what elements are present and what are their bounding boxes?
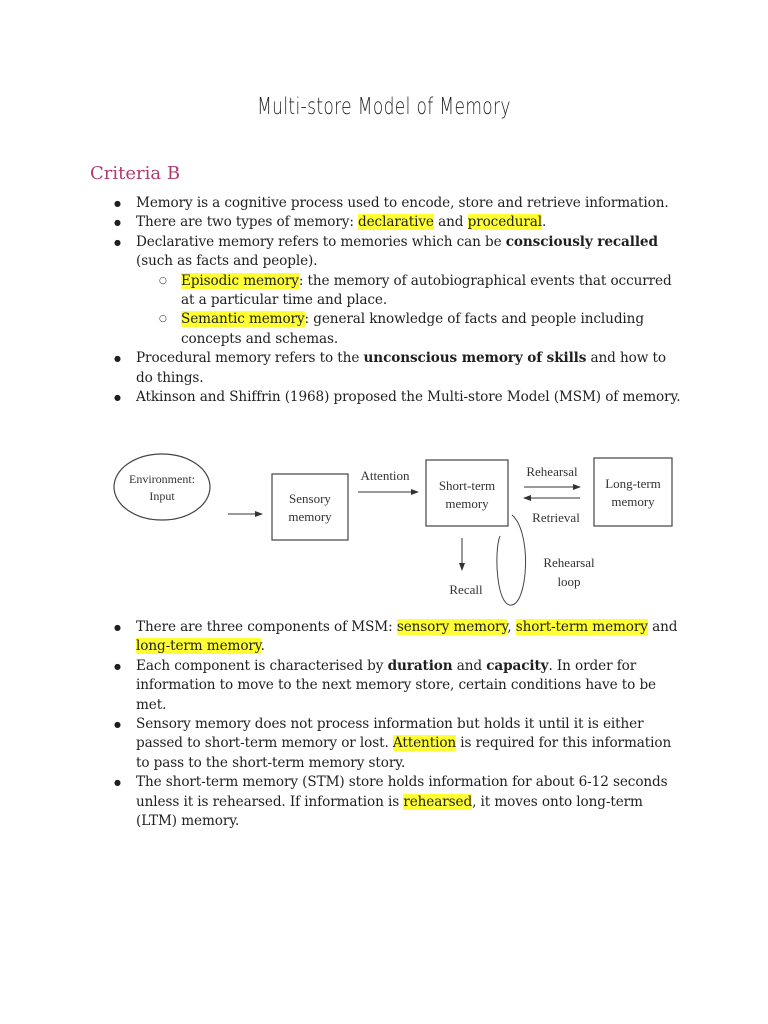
list-item: ● Sensory memory does not process information but holds it until it is either passed to short-term memory or lost. Attention is required for this information to pass to the short-term memory story.: [112, 715, 682, 773]
stm-label: memory: [445, 496, 489, 511]
list-item: ● Declarative memory refers to memories which can be consciously recalled (such as facts and people). ○ Episodic memory: the memory of autobiographical events that occurred at a particular time and place. ○ Semantic memory: general knowledge of facts and people including concepts and schemas.: [112, 233, 682, 349]
rehearsal-loop-label: loop: [557, 574, 581, 589]
sub-list-item: ○ Episodic memory: the memory of autobiographical events that occurred at a particular time and place.: [157, 272, 682, 311]
environment-label: Environment:: [129, 472, 195, 486]
rehearsal-loop: [497, 515, 526, 605]
sensory-label: memory: [288, 509, 332, 524]
section-heading: Criteria B: [90, 163, 181, 184]
bullet-list-top: [112, 194, 682, 407]
highlight: declarative: [358, 214, 434, 231]
highlight: short-term memory: [515, 619, 648, 635]
sub-list-item: ○ Semantic memory: general knowledge of facts and people including concepts and schemas.: [157, 310, 682, 349]
sensory-label: Sensory: [289, 491, 331, 506]
list-item: ● Atkinson and Shiffrin (1968) proposed the Multi-store Model (MSM) of memory.: [112, 388, 682, 407]
sensory-memory-box: [272, 474, 348, 540]
bullet-list-bottom: [112, 618, 682, 831]
attention-label: Attention: [360, 468, 410, 483]
list-item: ● Procedural memory refers to the unconscious memory of skills and how to do things.: [112, 349, 682, 388]
long-term-memory-box: [594, 458, 672, 526]
list-item: ● Memory is a cognitive process used to encode, store and retrieve information.: [112, 194, 682, 213]
environment-label: Input: [149, 489, 175, 503]
retrieval-label: Retrieval: [532, 510, 580, 525]
highlight: Attention: [392, 735, 457, 752]
list-item: ● Each component is characterised by duration and capacity. In order for information to move to the next memory store, certain conditions have to be met.: [112, 657, 682, 715]
sub-list: [136, 272, 682, 350]
list-item: ● There are two types of memory: declarative and procedural.: [112, 213, 682, 232]
highlight: Episodic memory: [181, 272, 299, 289]
recall-label: Recall: [449, 582, 483, 597]
highlight: procedural: [467, 214, 543, 231]
environment-node: [114, 454, 210, 520]
rehearsal-loop-label: Rehearsal: [543, 555, 595, 570]
list-item: ● The short-term memory (STM) store holds information for about 6-12 seconds unless it is rehearsed. If information is rehearsed, it moves onto long-term (LTM) memory.: [112, 773, 682, 831]
highlight: sensory memory: [396, 619, 508, 635]
short-term-memory-box: [426, 460, 508, 526]
highlight: long-term memory: [136, 638, 261, 655]
msm-diagram: [100, 440, 685, 615]
ltm-label: memory: [611, 494, 655, 509]
highlight: rehearsed: [403, 793, 473, 810]
stm-label: Short-term: [438, 478, 496, 493]
ltm-label: Long-term: [605, 476, 661, 491]
list-item: ● There are three components of MSM: sensory memory, short-term memory and long-term memory.: [112, 618, 682, 657]
rehearsal-label: Rehearsal: [526, 464, 578, 479]
page-title: Multi-store Model of Memory: [257, 94, 511, 120]
highlight: Semantic memory: [181, 311, 305, 328]
